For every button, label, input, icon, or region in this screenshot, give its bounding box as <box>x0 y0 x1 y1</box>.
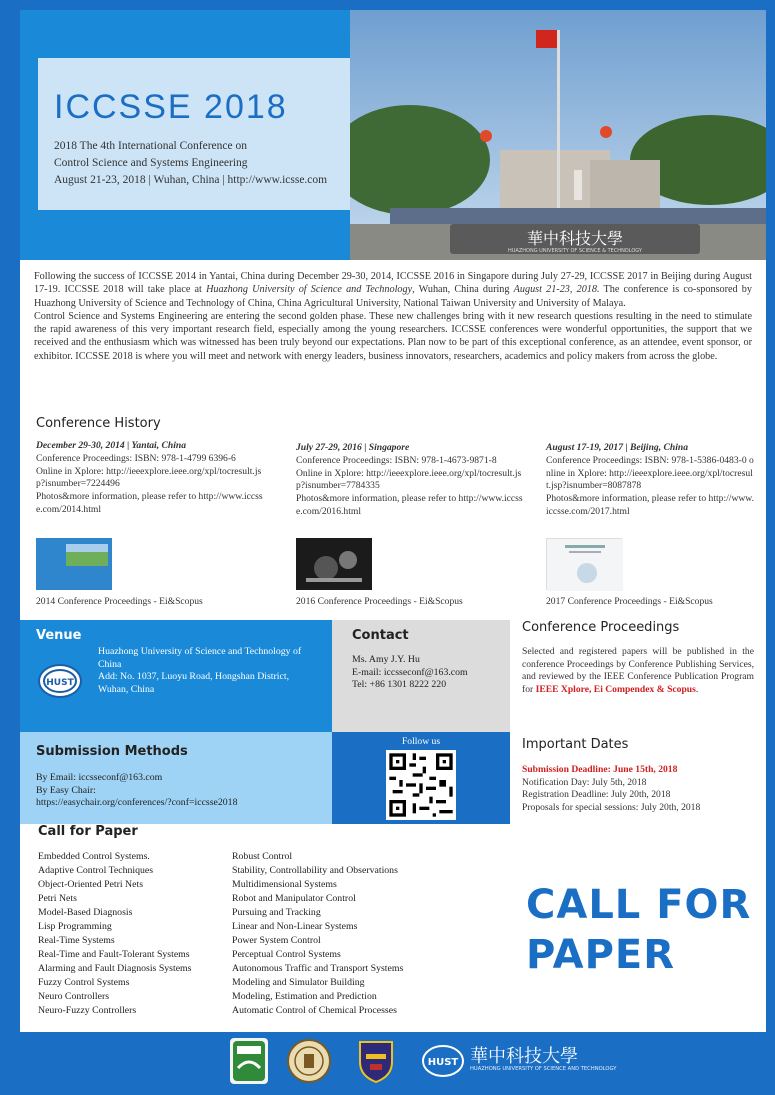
topic-item: Autonomous Traffic and Transport Systems <box>232 963 404 974</box>
cfp-line-1: CALL FOR <box>526 882 752 928</box>
university-of-malaya-logo-icon <box>356 1038 396 1084</box>
ntu-emblem-icon <box>286 1038 332 1084</box>
topics-list-right <box>232 850 403 1018</box>
history-date: July 27-29, 2016 | Singapore <box>296 442 410 453</box>
history-title: Conference History <box>36 416 161 431</box>
history-body: Conference Proceedings: ISBN: 978-1-4673-9871-8 Online in Xplore: http://ieeexplore.ieee.org/xpl/tocresult.jsp?isnumber=7784335 Photos&more information, please refer to http://www.iccsse.com/2016.html <box>296 454 523 517</box>
contact-text <box>352 654 502 692</box>
sign-subtext: HUAZHONG UNIVERSITY OF SCIENCE & TECHNOLOGY <box>508 248 642 254</box>
proceedings-end: . <box>695 683 699 695</box>
proceedings-2017-image <box>547 539 623 591</box>
um-shield-icon <box>356 1038 396 1084</box>
sign-text: 華中科技大學 <box>526 229 624 248</box>
footer-logos <box>0 1032 775 1095</box>
topic-item: Perceptual Control Systems <box>232 949 341 960</box>
header-banner <box>20 10 766 260</box>
submission-easychair-link[interactable]: https://easychair.org/conferences/?conf=iccsse2018 <box>36 797 238 809</box>
qr-code-icon[interactable] <box>386 750 456 820</box>
proceedings-2014-image <box>36 538 112 590</box>
topic-item: Power System Control <box>232 935 321 946</box>
topic-item: Real-Time Systems <box>38 935 115 946</box>
topic-item: Petri Nets <box>38 893 77 904</box>
intro-p1-a: Following the success of ICCSSE 2014 in Yantai, China during December 29-30, 2014, ICCSSE 2016 in Singapore during July 27-29, ICCSSE 2017 in Beijing during August 17-19. ICCSSE 2018 will take place at <box>34 271 752 296</box>
topic-item: Linear and Non-Linear Systems <box>232 921 358 932</box>
dates-list <box>522 764 754 814</box>
proposals-deadline: Proposals for special sessions: July 20th, 2018 <box>522 801 701 813</box>
main-panel <box>20 260 766 1032</box>
intro-paragraph-2: Control Science and Systems Engineering are entering the second golden phase. These new challenges bring with it new research questions resulting in the need to stimulate the rapid awareness of this very important research field, especially among the young researchers. ICCSSE conferences were wonderful opportunities, the support that we received and the enthusiasm which was witnessed has been truly beyond our expectations. Plan now to be part of this exceptional conference, as an attendee, event sponsor, or exhibitor. ICCSSE 2018 is where you will meet and network with energy leaders, business innovators, researchers, academics and policy makers from across the globe. <box>34 310 752 362</box>
submission-text <box>36 772 326 810</box>
history-item-2017 <box>546 442 754 519</box>
history-body: Conference Proceedings: ISBN: 978-1-4799 6396-6 Online in Xplore: http://ieeexplore.ieee.org/xpl/tocresult.jsp?isnumber=7224496 Photos&more information, please refer to http://www.iccsse.com/2014.html <box>36 452 263 515</box>
proceedings-title: Conference Proceedings <box>522 620 680 635</box>
intro-p1-b: , Wuhan, China during <box>412 284 514 296</box>
svg-text:HUST: HUST <box>46 678 74 688</box>
dates-title: Important Dates <box>522 737 629 752</box>
title-box <box>38 58 368 210</box>
proceedings-2017-thumbnail <box>546 538 622 590</box>
proceedings-body: Selected and registered papers will be published in the conference Proceedings by Conference Publishing Services, and reviewed by the IEEE Conference Publication Program for <box>522 646 754 695</box>
proceedings-2014-caption: 2014 Conference Proceedings - Ei&Scopus <box>36 596 203 607</box>
topic-item: Model-Based Diagnosis <box>38 907 133 918</box>
topic-item: Multidimensional Systems <box>232 879 337 890</box>
hust-logo-icon <box>38 664 82 698</box>
proceedings-2016-image <box>296 538 372 590</box>
qr-code-graphic <box>386 750 456 820</box>
proceedings-2016-caption: 2016 Conference Proceedings - Ei&Scopus <box>296 596 463 607</box>
submission-email[interactable]: By Email: iccsseconf@163.com <box>36 772 163 783</box>
intro-p1-c: The conference is co-sponsored by Huazhong University of Science and Technology of China, China Agricultural University, National Taiwan University and University of Malaya. <box>34 284 752 309</box>
venue-name: Huazhong University of Science and Technology of China <box>98 646 302 670</box>
history-item-2016 <box>296 442 528 519</box>
intro-text <box>34 270 752 363</box>
history-item-2014 <box>36 440 268 517</box>
hust-footer-subname: HUAZHONG UNIVERSITY OF SCIENCE AND TECHNOLOGY <box>470 1066 617 1072</box>
proceedings-text <box>522 646 754 696</box>
hust-footer-name: 華中科技大學 <box>470 1046 578 1067</box>
contact-email[interactable]: E-mail: iccsseconf@163.com <box>352 666 468 678</box>
topic-item: Adaptive Control Techniques <box>38 865 154 876</box>
conference-title: ICCSSE 2018 <box>54 88 288 126</box>
hust-footer-emblem-icon <box>420 1038 466 1084</box>
submission-box <box>20 732 332 824</box>
proceedings-2016-thumbnail <box>296 538 372 590</box>
topic-item: Real-Time and Fault-Tolerant Systems <box>38 949 190 960</box>
topic-item: Neuro-Fuzzy Controllers <box>38 1005 137 1016</box>
topic-item: Automatic Control of Chemical Processes <box>232 1005 397 1016</box>
call-for-paper-title: Call for Paper <box>38 824 138 839</box>
proceedings-indexing: IEEE Xplore, Ei Compendex & Scopus <box>535 683 696 695</box>
topic-item: Robust Control <box>232 851 293 862</box>
history-date: August 17-19, 2017 | Beijing, China <box>546 442 689 453</box>
subtitle-line-1: 2018 The 4th International Conference on <box>54 140 247 152</box>
topics-list-left <box>38 850 191 1018</box>
submission-easychair-label: By Easy Chair: <box>36 784 96 796</box>
intro-date: August 21-23, 2018. <box>513 284 600 296</box>
topic-item: Modeling and Simulator Building <box>232 977 365 988</box>
campus-photo <box>350 10 766 260</box>
cau-emblem-icon <box>230 1038 268 1084</box>
campus-photo-illustration <box>350 10 766 260</box>
intro-paragraph-1 <box>34 270 752 310</box>
topic-item: Robot and Manipulator Control <box>232 893 356 904</box>
hust-emblem-icon <box>40 666 80 696</box>
contact-phone: Tel: +86 1301 8222 220 <box>352 679 447 691</box>
venue-box <box>20 620 332 732</box>
subtitle-line-2: Control Science and Systems Engineering <box>54 157 248 169</box>
svg-text:HUST: HUST <box>427 1057 459 1068</box>
call-for-paper-banner <box>526 880 751 980</box>
contact-box <box>332 620 510 732</box>
follow-box <box>332 732 510 824</box>
conference-subtitle <box>54 138 327 189</box>
contact-name: Ms. Amy J.Y. Hu <box>352 654 420 665</box>
venue-address: Add: No. 1037, Luoyu Road, Hongshan District, Wuhan, China <box>98 671 290 695</box>
history-body: Conference Proceedings: ISBN: 978-1-5386-0483-0 online in Xplore: http://ieeexplore.ieee.org/xpl/tocresult.jsp?isnumber=8087878 Photos&more information, please refer to http://www.iccsse.com/2017.html <box>546 454 754 517</box>
topic-item: Object-Oriented Petri Nets <box>38 879 144 890</box>
topic-item: Fuzzy Control Systems <box>38 977 130 988</box>
venue-title: Venue <box>36 628 82 643</box>
contact-title: Contact <box>352 628 409 643</box>
submission-deadline: Submission Deadline: June 15th, 2018 <box>522 764 678 775</box>
follow-label: Follow us <box>401 736 441 747</box>
proceedings-2017-caption: 2017 Conference Proceedings - Ei&Scopus <box>546 596 713 607</box>
submission-title: Submission Methods <box>36 744 188 759</box>
history-date: December 29-30, 2014 | Yantai, China <box>36 440 187 451</box>
topic-item: Embedded Control Systems. <box>38 851 150 862</box>
topic-item: Modeling, Estimation and Prediction <box>232 991 377 1002</box>
topic-item: Lisp Programming <box>38 921 112 932</box>
subtitle-line-3: August 21-23, 2018 | Wuhan, China | http://www.icsse.com <box>54 174 328 186</box>
topic-item: Alarming and Fault Diagnosis Systems <box>38 963 192 974</box>
china-agricultural-university-logo-icon <box>230 1038 268 1084</box>
topic-item: Pursuing and Tracking <box>232 907 321 918</box>
cfp-line-2: PAPER <box>526 932 676 978</box>
notification-day: Notification Day: July 5th, 2018 <box>522 776 647 788</box>
intro-venue: Huazhong University of Science and Technology <box>206 284 413 296</box>
topic-item: Stability, Controllability and Observations <box>232 865 398 876</box>
venue-text <box>98 646 318 696</box>
registration-deadline: Registration Deadline: July 20th, 2018 <box>522 789 671 801</box>
national-taiwan-university-logo-icon <box>286 1038 332 1084</box>
topic-item: Neuro Controllers <box>38 991 110 1002</box>
hust-footer-logo-icon <box>420 1038 466 1084</box>
proceedings-2014-thumbnail <box>36 538 112 590</box>
